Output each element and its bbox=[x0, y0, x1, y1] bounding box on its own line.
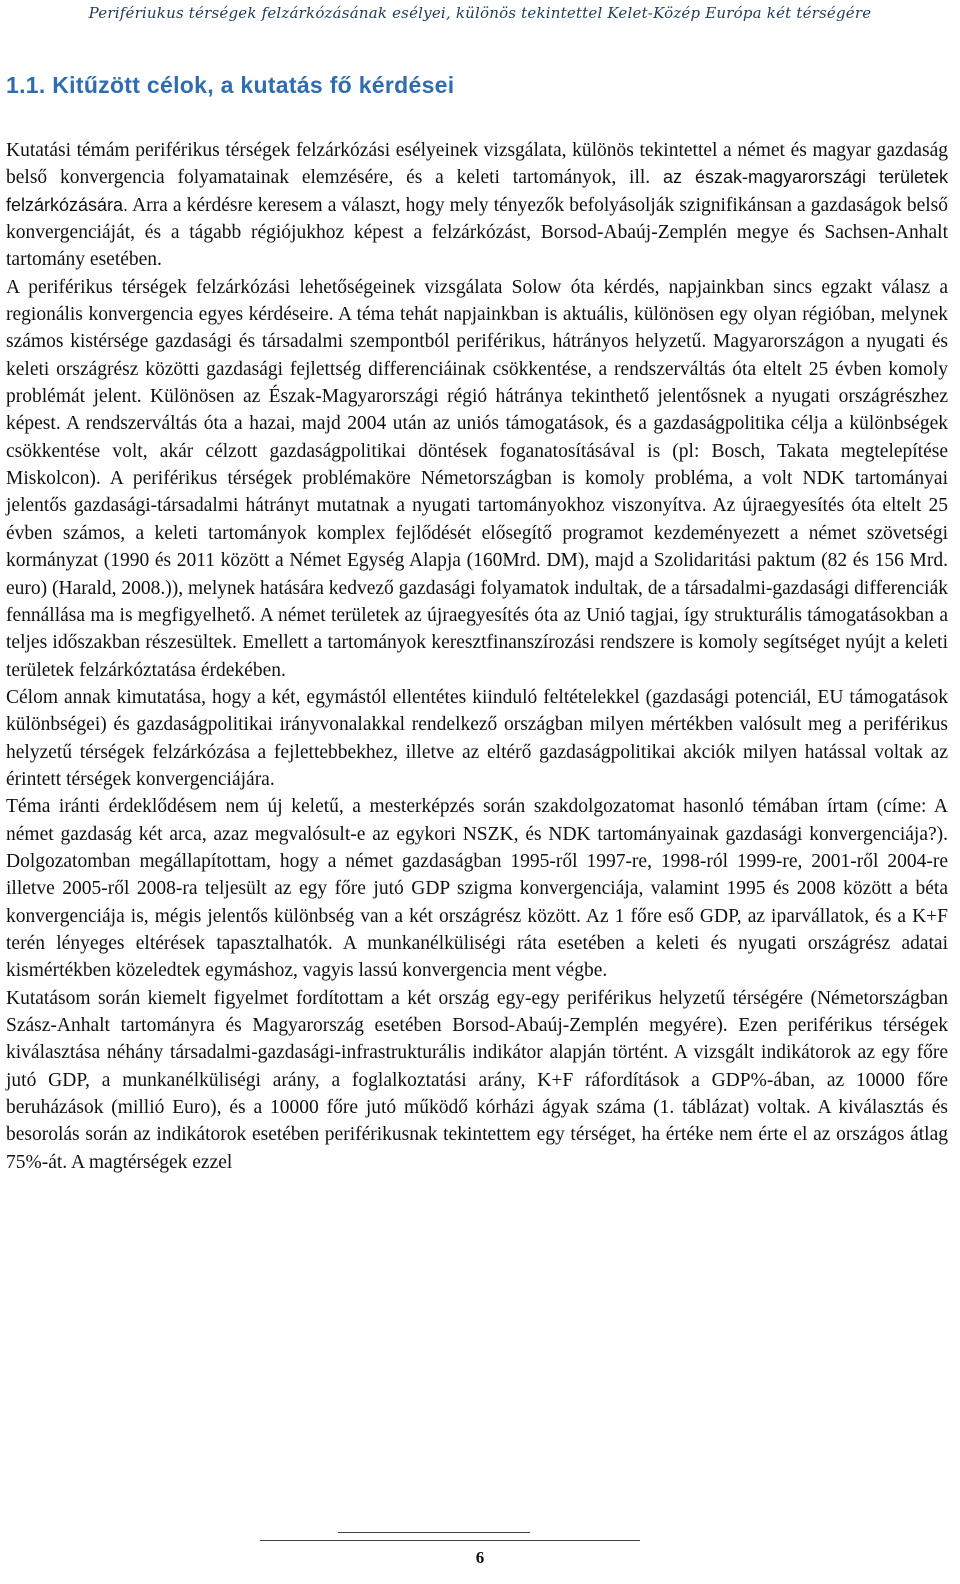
paragraph-3: Célom annak kimutatása, hogy a két, egymástól ellentétes kiinduló feltételekkel (gazdasági potenciál, EU támogatások különbségei) és gazdaságpolitikai irányvonalakkal rendelkező országban milyen mértékben valósult meg a periférikus helyzetű térségek felzárkózása a fejlettebbekhez, illetve az eltérő gazdaságpolitikai akciók milyen hatással voltak az érintett térségek konvergenciájára. bbox=[6, 686, 948, 790]
paragraph-2: A periférikus térségek felzárkózási lehetőségeinek vizsgálata Solow óta kérdés, napjainkban sincs egzakt válasz a regionális konvergencia egyes kérdéseire. A téma tehát napjainkban is aktuális, különösen egy olyan régióban, melynek számos kistérsége gazdasági és társadalmi szempontból periférikus, hátrányos helyzetű. Magyarországon a nyugati és keleti országrész közötti gazdasági fejlettség differenciáinak csökkentése, a rendszerváltás óta eltelt 25 évben komoly problémát jelent. Különösen az Észak-Magyarországi régió hátránya tekinthető jelentősnek a nyugati országrészhez képest. A rendszerváltás óta a hazai, majd 2004 után az uniós támogatások, és a gazdaságpolitika célja a különbségek csökkentése volt, akár célzott gazdaságpolitikai döntések foganatosításával is (pl: Bosch, Takata megtelepítése Miskolcon). A periférikus térségek problémaköre Németországban is komoly probléma, a volt NDK tartományai jelentős gazdasági-társadalmi hátrányt mutatnak a nyugati tartományokhoz viszonyítva. Az újraegyesítés óta eltelt 25 évben számos, a keleti tartományok komplex fejlődését elősegítő programot kezdeményezett a német szövetségi kormányzat (1990 és 2011 között a Német Egység Alapja (160Mrd. DM), majd a Szolidaritási paktum (82 és 156 Mrd. euro) (Harald, 2008.)), melynek hatására kedvező gazdasági folyamatok indultak, de a társadalmi-gazdasági differenciák fennállása ma is megfigyelhető. A német területek az újraegyesítés óta az Unió tagjai, így strukturális támogatásokban a teljes időszakban részesültek. Emellett a tartományok keresztfinanszírozási rendszere is komoly segítséget nyújt a keleti területek felzárkóztatása érdekében. bbox=[6, 276, 948, 681]
running-header: Perifériukus térségek felzárkózásának esélyei, különös tekintettel Kelet-Közép Európa két térségére bbox=[88, 4, 872, 22]
paragraph-4: Téma iránti érdeklődésem nem új keletű, a mesterképzés során szakdolgozatomat hasonló témában írtam (címe: A német gazdaság két arca, azaz megvalósult-e az egykori NSZK, és NDK tartományainak gazdasági konvergenciája?). Dolgozatomban megállapítottam, hogy a német gazdaságban 1995-ről 1997-re, 1998-ról 1999-re, 2001-ről 2004-re illetve 2005-ről 2008-ra teljesült az egy főre jutó GDP szigma konvergenciája, valamint 1995 és 2008 között a béta konvergenciája is, mégis jelentős különbség van a két országrész között. Az 1 főre eső GDP, az iparvállatok, és a K+F terén lényeges eltérések tapasztalhatók. A munkanélküliségi ráta esetében a keleti és nyugati országrész adatai kismértékben közeledtek egymáshoz, vagyis lassú konvergencia ment végbe. bbox=[6, 796, 948, 982]
section-heading: 1.1. Kitűzött célok, a kutatás fő kérdései bbox=[6, 72, 455, 98]
paragraph-1 bbox=[6, 137, 948, 274]
paragraph-1-part-c: Arra a kérdésre keresem a választ, hogy mely tényezők befolyásolják szignifikánsan a gazdaságok belső konvergenciáját, és a tágabb régiójukhoz képest a felzárkózást, Borsod-Abaúj-Zemplén megye és Sachsen-Anhalt tartomány esetében. bbox=[6, 194, 948, 271]
footer-rule bbox=[0, 1530, 960, 1550]
paragraph-1-part-b: az észak-magyarországi területek felzárkózására. bbox=[6, 167, 948, 215]
paragraph-1-part-a: Kutatási témám periférikus térségek felzárkózási esélyeinek vizsgálata, különös tekintettel a német és magyar gazdaság belső konvergencia folyamatainak elemzésére, és a keleti tartományok, ill. bbox=[6, 140, 948, 189]
page-number: 6 bbox=[475, 1548, 485, 1567]
document-body bbox=[6, 137, 948, 1176]
paragraph-5: Kutatásom során kiemelt figyelmet fordítottam a két ország egy-egy periférikus helyzetű térségére (Németországban Szász-Anhalt tartományra és Magyarország esetében Borsod-Abaúj-Zemplén megyére). Ezen periférikus térségek kiválasztása néhány társadalmi-gazdasági-infrastrukturális indikátor alapján történt. A vizsgált indikátorok az egy főre jutó GDP, a munkanélküliségi arány, a foglalkoztatási arány, K+F ráfordítások a GDP%-ában, az 10000 főre beruházások (millió Euro), és a 10000 főre jutó működő kórházi ágyak száma (1. táblázat) voltak. A kiválasztás és besorolás során az indikátorok esetében periférikusnak tekintettem egy térséget, ha értéke nem érte el az országos átlag 75%-át. A magtérségek ezzel bbox=[6, 987, 948, 1173]
